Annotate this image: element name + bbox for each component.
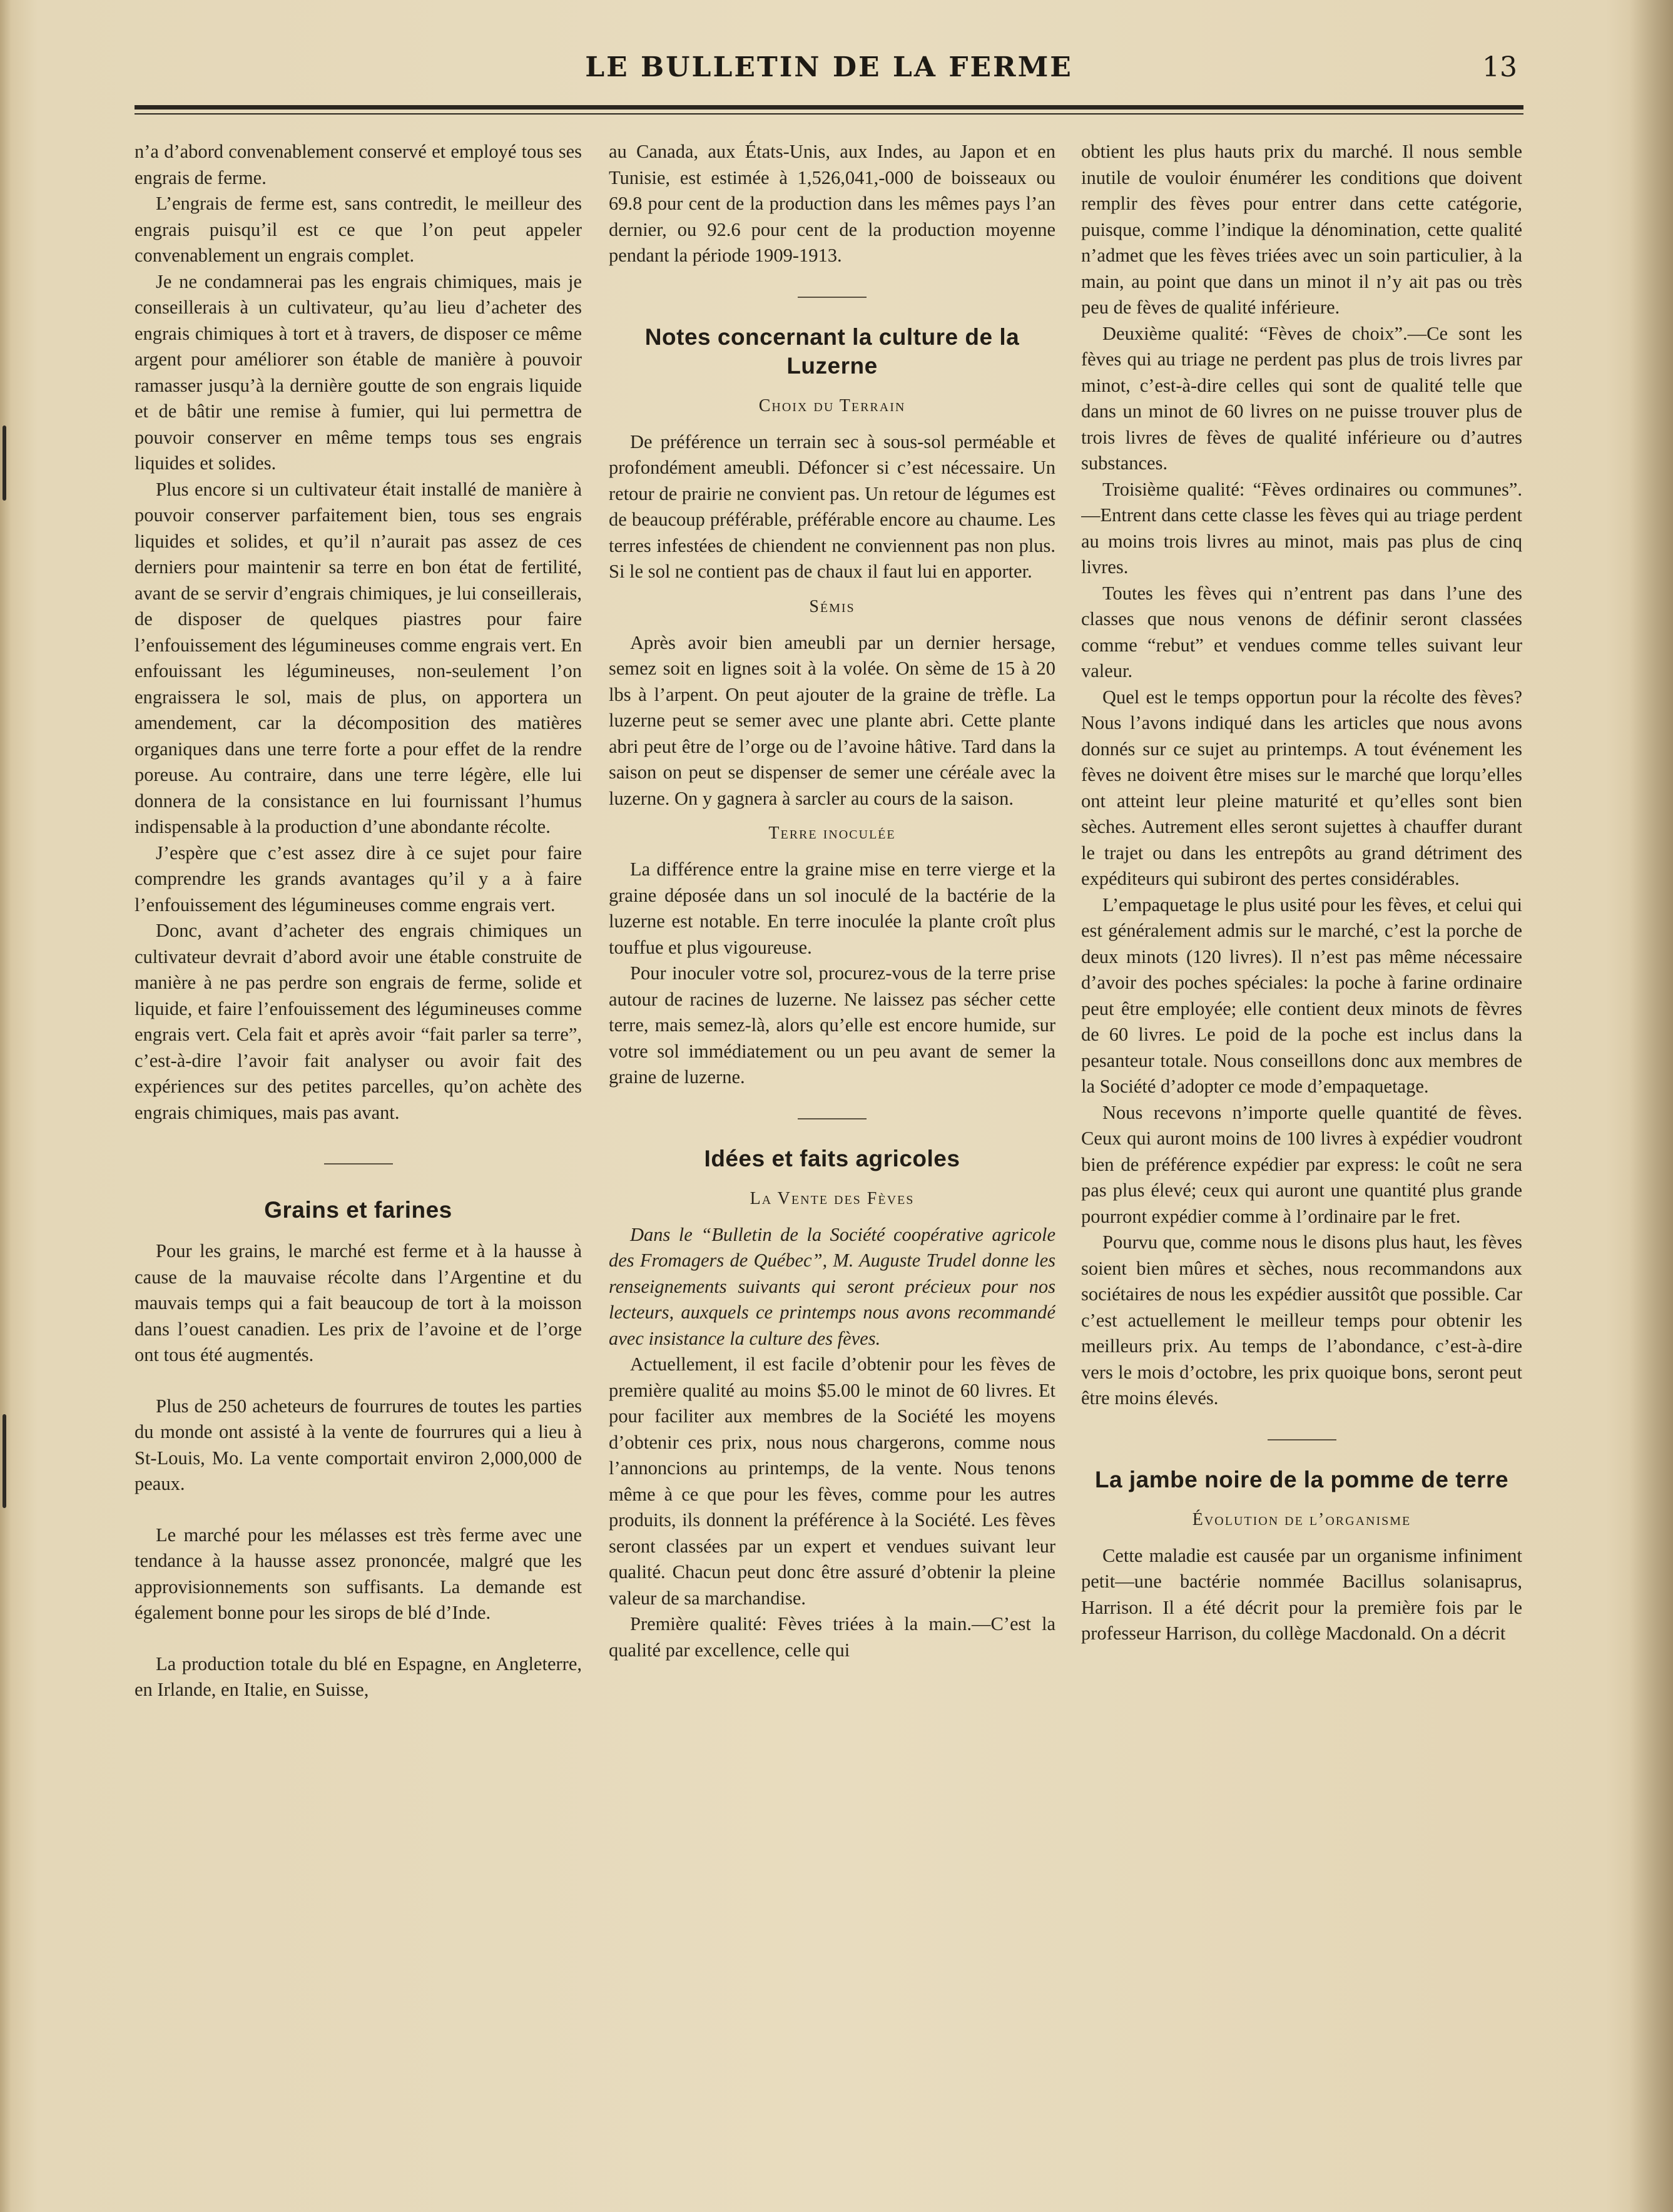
paragraph: Toutes les fèves qui n’entrent pas dans l’une des classes que nous venons de définir seront classées comme “rebut” et vendues comme telles suivant leur valeur. (1081, 582, 1522, 681)
page-edge-shadow (1629, 0, 1673, 2212)
paragraph: obtient les plus hauts prix du marché. Il nous semble inutile de vouloir énumérer les conditions que doivent remplir des fèves pour entrer dans cette catégorie, puisque, comme l’indique la dénomination, cette qualité n’admet que les fèves triées avec un soin particulier, à la main, au point que dans un minot il n’y ait pas ou très peu de fèves de qualité inférieure. (1081, 141, 1522, 318)
column-3 (1081, 139, 1522, 2173)
page-header (135, 44, 1523, 106)
paragraph: Donc, avant d’acheter des engrais chimiques un cultivateur devrait d’abord avoir une étable construite de manière à ne pas perdre son engrais de ferme, solide et liquide, et faire l’enfouissement des légumineuses comme engrais vert. Cela fait et après avoir “fait parler sa terre”, c’est-à-dire l’avoir fait analyser ou avoir fait des expériences sur des petites parcelles, qu’on achète des engrais chimiques, mais pas avant. (135, 920, 582, 1123)
paragraph: Pour les grains, le marché est ferme et à la hausse à cause de la mauvaise récolte dans l’Argentine et du mauvais temps qui a fait beaucoup de tort à la moisson dans l’ouest canadien. Les prix de l’avoine et de l’orge ont tous été augmentés. (135, 1240, 582, 1365)
paragraph: La différence entre la graine mise en terre vierge et la graine déposée dans un sol inoculé de la bactérie de la luzerne est notable. En terre inoculée la plante croît plus touffue et plus vigoureuse. (609, 859, 1055, 958)
paragraph: Quel est le temps opportun pour la récolte des fèves? Nous l’avons indiqué dans les articles que nous avons donnés sur ce sujet au printemps. A tout événement les fèves ne doivent être mises sur le marché que lorqu’elles ont atteint leur pleine maturité et qu’elles sont bien sèches. Autrement elles seront sujettes à chauffer durant le trajet ou dans les entrepôts au grand détriment des expéditeurs qui subiront des pertes considérables. (1081, 686, 1522, 889)
paragraph: De préférence un terrain sec à sous-sol perméable et profondément ameubli. Défoncer si c’est nécessaire. Un retour de prairie ne convient pas. Un retour de légumes est de beaucoup préférable, préférable encore au chaume. Les terres infestées de chiendent ne conviennent pas non plus. Si le sol ne contient pas de chaux il faut lui en apporter. (609, 431, 1055, 582)
paragraph: Actuellement, il est facile d’obtenir pour les fèves de première qualité au moins $5.00 le minot de 60 livres. Et pour faciliter aux membres de la Société les moyens d’obtenir ces prix, nous nous chargerons, comme nous l’annoncions au printemps, de la vente. Nous tenons même à ce que pour les fèves, comme pour les autres produits, ils donnent la préférence à la Société. Les fèves seront classées par un expert et vendues suivant leur qualité. Chacun peut donc être assuré d’obtenir la pleine valeur de sa marchandise. (609, 1353, 1055, 1609)
paragraph: n’a d’abord convenablement conservé et employé tous ses engrais de ferme. (135, 141, 582, 188)
page-number: 13 (1482, 51, 1517, 83)
paragraph: Plus encore si un cultivateur était installé de manière à pouvoir conserver parfaitement bien, tous ses engrais liquides et solides, et qu’il n’aurait pas assez de ces derniers pour maintenir sa terre en bon état de fertilité, avant de se servir d’engrais chimiques, je lui conseillerais, de disposer de quelques piastres pour faire l’enfouissement des légumineuses comme engrais vert. En enfouissant les légumineuses, non-seulement l’on engraissera le sol, mais de plus, on apportera un amendement, car la décomposition des matières organiques dans une terre forte a pour effet de la rendre poreuse. Au contraire, dans une terre légère, elle lui donnera de la consistance en lui fournissant l’humus indispensable à la production d’une abondante récolte. (135, 478, 582, 837)
paragraph: Je ne condamnerai pas les engrais chimiques, mais je conseillerais à un cultivateur, qu’au lieu d’acheter des engrais chimiques à tort et à travers, de disposer ce même argent pour améliorer son étable de manière à pouvoir ramasser jusqu’à la dernière goutte de son engrais liquide et de bâtir une remise à fumier, qui lui permettra de pouvoir conserver en même temps tous ses engrais liquides et solides. (135, 270, 582, 474)
section-separator (324, 1163, 393, 1165)
subheading-vente-feves: La Vente des Fèves (750, 1188, 915, 1208)
paragraph: Le marché pour les mélasses est très ferme avec une tendance à la hausse assez prononcée, malgré que les approvisionnements son suffisants. La demande est également bonne pour les sirops de blé d’Inde. (135, 1524, 582, 1623)
section-separator (1268, 1439, 1336, 1440)
subheading-evolution: Évolution de l’organisme (1192, 1509, 1411, 1529)
heading-idees-faits: Idées et faits agricoles (704, 1145, 960, 1171)
paragraph: Pour inoculer votre sol, procurez-vous de la terre prise autour de racines de luzerne. Ne laissez pas sécher cette terre, mais semez-là, alors qu’elle est encore humide, sur votre sol immédiatement ou un peu avant de semer la graine de luzerne. (609, 962, 1055, 1088)
paragraph: L’engrais de ferme est, sans contredit, le meilleur des engrais puisqu’il est ce que l’on peut appeler convenablement un engrais complet. (135, 193, 582, 266)
paragraph: Plus de 250 acheteurs de fourrures de toutes les parties du monde ont assisté à la vente de fourrures qui a lieu à St-Louis, Mo. La vente comportait environ 2,000,000 de peaux. (135, 1395, 582, 1494)
binding-mark (3, 1414, 6, 1508)
paragraph: Nous recevons n’importe quelle quantité de fèves. Ceux qui auront moins de 100 livres à expédier voudront bien de préférence expédier par express: le coût ne sera pas plus élevé; ceux qui auront une quantité plus grande pourront expédier comme à l’ordinaire par le fret. (1081, 1101, 1522, 1227)
paragraph: Première qualité: Fèves triées à la main.—C’est la qualité par excellence, celle qui (609, 1613, 1055, 1661)
subheading-choix-terrain: Choix du Terrain (758, 395, 906, 415)
column-2 (609, 139, 1055, 2173)
paragraph: Deuxième qualité: “Fèves de choix”.—Ce sont les fèves qui au triage ne perdent pas plus de trois livres par minot, c’est-à-dire celles qui sont de qualité telle que dans un minot de 60 livres on ne puisse trouver plus de trois livres de fèves de qualité inférieure ou d’autres substances. (1081, 322, 1522, 474)
intro-italic-paragraph: Dans le “Bulletin de la Société coopérative agricole des Fromagers de Québec”, M. Auguste Trudel donne les renseignements suivants qui seront précieux pour nos lecteurs, auxquels ce printemps nous avons recommandé avec insistance la culture des fèves. (609, 1223, 1055, 1349)
section-separator (798, 1118, 867, 1119)
paragraph: Troisième qualité: “Fèves ordinaires ou communes”.—Entrent dans cette classe les fèves qui au triage perdent au moins trois livres au minot, mais pas plus de cinq livres. (1081, 478, 1522, 578)
paragraph: Cette maladie est causée par un organisme infiniment petit—une bactérie nommée Bacillus solanisaprus, Harrison. Il a été décrit pour la première fois par le professeur Harrison, du collège Macdonald. On a décrit (1081, 1544, 1522, 1644)
header-rule-thin (135, 113, 1523, 115)
paragraph: au Canada, aux États-Unis, aux Indes, au Japon et en Tunisie, est estimée à 1,526,041,-000 de boisseaux ou 69.8 pour cent de la production dans les mêmes pays l’an dernier, ou 92.6 pour cent de la production moyenne pendant la période 1909-1913. (609, 141, 1055, 266)
column-1 (135, 139, 582, 2173)
heading-jambe-noire: La jambe noire de la pomme de terre (1094, 1466, 1509, 1492)
paragraph: La production totale du blé en Espagne, en Angleterre, en Irlande, en Italie, en Suisse, (135, 1653, 582, 1700)
heading-luzerne: Notes concernant la culture de la Luzerne (644, 324, 1020, 379)
running-title: LE BULLETIN DE LA FERME (585, 51, 1073, 83)
binding-mark (3, 426, 6, 501)
subheading-semis: Sémis (809, 596, 855, 616)
header-rule-thick (135, 105, 1523, 110)
paragraph: L’empaquetage le plus usité pour les fèves, et celui qui est généralement admis sur le marché, c’est la porche de deux minots (120 livres). Il n’est pas même nécessaire d’avoir des poches spéciales: la poche à farine ordinaire peut être employée; elle contient deux minots de fèvres de 60 livres. Le poid de la poche est inclus dans la pesanteur totale. Nous conseillons donc aux membres de la Société d’adopter ce mode d’empaquetage. (1081, 894, 1522, 1097)
subheading-terre-inoculee: Terre inoculée (768, 823, 896, 843)
paragraph: J’espère que c’est assez dire à ce sujet pour faire comprendre les grands avantages qu’il y a à faire l’enfouissement des légumineuses comme engrais vert. (135, 842, 582, 915)
heading-grains-farines: Grains et farines (264, 1197, 452, 1223)
paragraph: Après avoir bien ameubli par un dernier hersage, semez soit en lignes soit à la volée. On sème de 15 à 20 lbs à l’arpent. On peut ajouter de la graine de trèfle. La luzerne peut se semer avec une plante abri. Cette plante abri peut être de l’orge ou de l’avoine hâtive. Tard dans la saison on peut se dispenser de semer une céréale avec la luzerne. On y gagnera à sarcler au cours de la saison. (609, 631, 1055, 809)
paragraph: Pourvu que, comme nous le disons plus haut, les fèves soient bien mûres et sèches, nous recommandons aux sociétaires de nous les expédier aussitôt que possible. Car c’est actuellement le meilleur temps pour obtenir les meilleurs prix. Au temps de l’abondance, c’est-à-dire vers le mois d’octobre, les prix quoique bons, seront peut être moins élevés. (1081, 1231, 1522, 1409)
section-separator (798, 297, 867, 298)
